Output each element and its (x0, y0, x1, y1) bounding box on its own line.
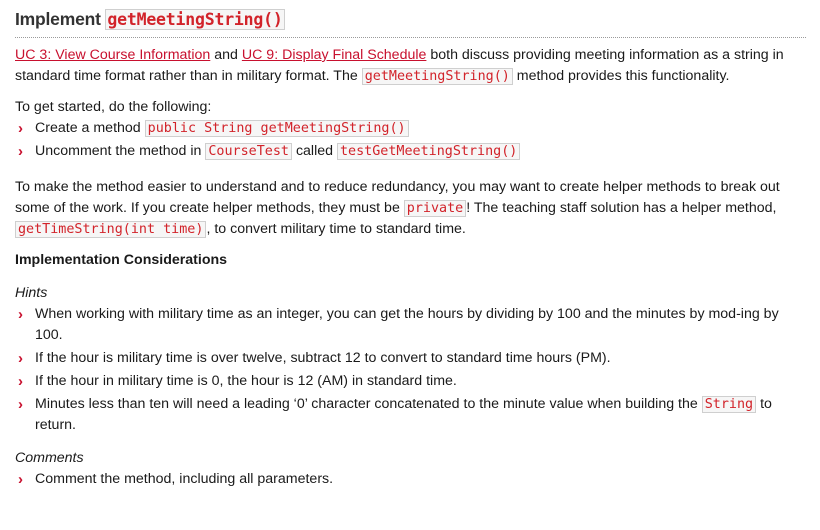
list-item (15, 118, 806, 139)
chevron-right-icon: › (18, 471, 23, 488)
hint-4-text-2: to return. (35, 396, 772, 433)
helper-text-1: To make the method easier to understand and to reduce redundancy, you may want to create helper methods to break out some of the work. If you create helper methods, they must be (15, 179, 780, 216)
hint-4-text-1: Minutes less than ten will need a leading ‘0’ character concatenated to the minute value when building the (35, 396, 698, 412)
intro-text-1: both discuss providing meeting information as a string in standard time format rather than in military format. The (15, 47, 784, 84)
chevron-right-icon: › (18, 143, 23, 160)
intro-paragraph (15, 45, 806, 87)
hints-list (15, 304, 806, 436)
chevron-right-icon: › (18, 373, 23, 390)
uc3-link[interactable]: UC 3: View Course Information (15, 47, 211, 63)
helper-code-2: getTimeString(int time) (15, 221, 206, 238)
list-item (15, 394, 806, 436)
step-2-text-1: Uncomment the method in (35, 143, 202, 159)
intro-text-2: method provides this functionality. (516, 68, 730, 84)
getting-started-text: To get started, do the following: (15, 99, 212, 115)
hint-3-text: If the hour in military time is 0, the hour is 12 (AM) in standard time. (35, 373, 457, 389)
section-title (15, 6, 806, 38)
hints-heading: Hints (15, 285, 48, 301)
intro-and: and (214, 47, 238, 63)
list-item (15, 304, 806, 346)
hint-4-code: String (702, 396, 756, 413)
comment-1-text: Comment the method, including all parameters. (35, 471, 334, 487)
list-item (15, 469, 806, 490)
chevron-right-icon: › (18, 350, 23, 367)
list-item (15, 348, 806, 369)
list-item (15, 141, 806, 162)
helper-text-3: , to convert military time to standard time. (206, 221, 466, 237)
chevron-right-icon: › (18, 396, 23, 413)
step-1-text: Create a method (35, 120, 141, 136)
helper-paragraph (15, 177, 806, 240)
hint-1-text: When working with military time as an integer, you can get the hours by dividing by 100 and the minutes by mod-ing by 100. (35, 306, 779, 343)
step-2-code-2: testGetMeetingString() (337, 143, 520, 160)
step-2-text-2: called (295, 143, 334, 159)
helper-code-1: private (404, 200, 466, 217)
step-1-code: public String getMeetingString() (145, 120, 409, 137)
implementation-heading: Implementation Considerations (15, 252, 228, 268)
steps-list (15, 118, 806, 162)
section-title-prefix: Implement (15, 9, 101, 29)
section-title-code: getMeetingString() (107, 10, 283, 29)
list-item (15, 371, 806, 392)
intro-code: getMeetingString() (362, 68, 513, 85)
comments-heading: Comments (15, 450, 84, 466)
comments-list (15, 469, 806, 490)
hint-2-text: If the hour is military time is over twelve, subtract 12 to convert to standard time hours (PM). (35, 350, 611, 366)
uc9-link[interactable]: UC 9: Display Final Schedule (241, 47, 427, 63)
helper-text-2: ! The teaching staff solution has a helper method, (466, 200, 777, 216)
chevron-right-icon: › (18, 120, 23, 137)
chevron-right-icon: › (18, 306, 23, 323)
step-2-code-1: CourseTest (205, 143, 292, 160)
